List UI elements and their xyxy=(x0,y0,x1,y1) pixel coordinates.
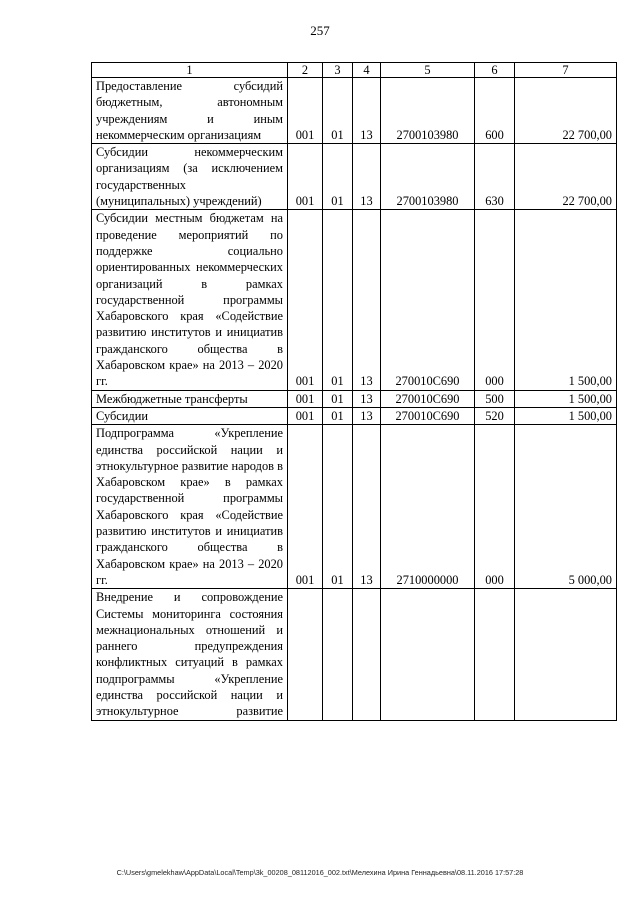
table-row xyxy=(92,407,617,424)
row-code-expense-type: 600 xyxy=(475,78,515,144)
row-code-expense-type xyxy=(475,589,515,720)
column-header: 5 xyxy=(381,63,475,78)
row-name: Предоставление субсидий бюджетным, автономным учреждениям и иным некоммерческим организациям xyxy=(92,78,288,144)
row-code-subsection: 13 xyxy=(353,78,381,144)
row-code-expense-type: 500 xyxy=(475,390,515,407)
table-header-row xyxy=(92,63,617,78)
table-row xyxy=(92,589,617,720)
row-code-target: 270010С690 xyxy=(381,390,475,407)
row-amount: 1 500,00 xyxy=(515,390,617,407)
row-name: Субсидии некоммерческим организациям (за исключением государственных (муниципальных) учреждений) xyxy=(92,144,288,210)
row-code-section: 01 xyxy=(323,390,353,407)
row-amount: 1 500,00 xyxy=(515,407,617,424)
row-code-target: 2700103980 xyxy=(381,78,475,144)
row-code-subsection xyxy=(353,589,381,720)
row-code-subsection: 13 xyxy=(353,210,381,390)
row-name: Субсидии xyxy=(92,407,288,424)
row-code-ministry xyxy=(288,589,323,720)
row-amount: 1 500,00 xyxy=(515,210,617,390)
row-code-expense-type: 000 xyxy=(475,425,515,589)
row-amount: 22 700,00 xyxy=(515,78,617,144)
row-code-ministry: 001 xyxy=(288,78,323,144)
row-code-expense-type: 520 xyxy=(475,407,515,424)
table-row xyxy=(92,78,617,144)
row-code-ministry: 001 xyxy=(288,425,323,589)
row-code-target: 270010С690 xyxy=(381,210,475,390)
column-header: 1 xyxy=(92,63,288,78)
column-header: 6 xyxy=(475,63,515,78)
row-amount: 5 000,00 xyxy=(515,425,617,589)
row-name: Внедрение и сопровождение Системы мониторинга состояния межнациональных отношений и раннего предупреждения конфликтных ситуаций в рамках подпрограммы «Укрепление единства российской нации и этнокультурное развитие xyxy=(92,589,288,720)
row-code-target: 2710000000 xyxy=(381,425,475,589)
column-header: 7 xyxy=(515,63,617,78)
row-name: Подпрограмма «Укрепление единства российской нации и этнокультурное развитие народов в Хабаровском крае» в рамках государственной программы Хабаровского края «Содействие развитию институтов и инициатив гражданского общества в Хабаровском крае» на 2013 – 2020 гг. xyxy=(92,425,288,589)
row-amount: 22 700,00 xyxy=(515,144,617,210)
budget-table xyxy=(91,62,617,721)
row-code-expense-type: 000 xyxy=(475,210,515,390)
row-code-subsection: 13 xyxy=(353,407,381,424)
column-header: 3 xyxy=(323,63,353,78)
row-code-section: 01 xyxy=(323,210,353,390)
row-code-section: 01 xyxy=(323,78,353,144)
page-number: 257 xyxy=(310,23,330,38)
row-code-ministry: 001 xyxy=(288,407,323,424)
row-code-target xyxy=(381,589,475,720)
row-code-target: 270010С690 xyxy=(381,407,475,424)
row-code-subsection: 13 xyxy=(353,390,381,407)
table-row xyxy=(92,210,617,390)
row-name: Межбюджетные трансферты xyxy=(92,390,288,407)
row-code-ministry: 001 xyxy=(288,144,323,210)
row-code-ministry: 001 xyxy=(288,210,323,390)
row-code-expense-type: 630 xyxy=(475,144,515,210)
row-code-section: 01 xyxy=(323,144,353,210)
row-code-section: 01 xyxy=(323,425,353,589)
row-code-target: 2700103980 xyxy=(381,144,475,210)
row-code-section xyxy=(323,589,353,720)
table-row xyxy=(92,425,617,589)
row-code-subsection: 13 xyxy=(353,144,381,210)
row-name: Субсидии местным бюджетам на проведение мероприятий по поддержке социально ориентированных некоммерческих организаций в рамках государственной программы Хабаровского края «Содействие развитию институтов и инициатив гражданского общества в Хабаровском крае» на 2013 – 2020 гг. xyxy=(92,210,288,390)
file-path-footer: C:\Users\gmelekhaw\AppData\Local\Temp\3k_00208_08112016_002.txt\Мелехина Ирина Геннадьевна\08.11.2016 17:57:28 xyxy=(116,868,524,877)
row-code-section: 01 xyxy=(323,407,353,424)
row-code-subsection: 13 xyxy=(353,425,381,589)
column-header: 2 xyxy=(288,63,323,78)
column-header: 4 xyxy=(353,63,381,78)
table-row xyxy=(92,390,617,407)
row-code-ministry: 001 xyxy=(288,390,323,407)
table-row xyxy=(92,144,617,210)
row-amount xyxy=(515,589,617,720)
